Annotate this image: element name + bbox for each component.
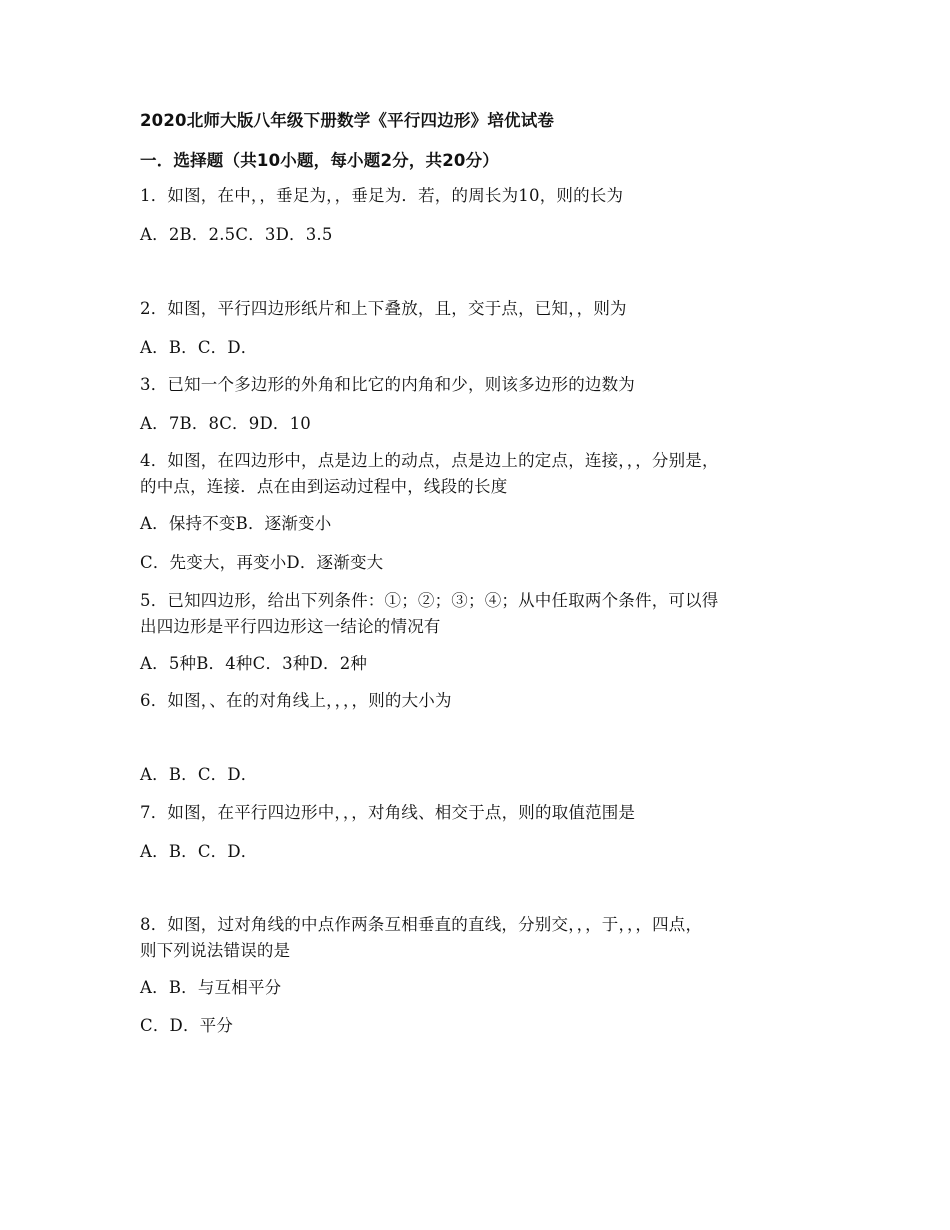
document-title: 2020北师大版八年级下册数学《平行四边形》培优试卷 xyxy=(140,111,555,130)
question-2-options: A．B．C．D． xyxy=(140,338,258,357)
question-5-options: A．5种B．4种C．3种D．2种 xyxy=(140,654,368,673)
question-7-options: A．B．C．D． xyxy=(140,842,258,861)
question-4-stem-continued: 的中点，连接．点在由到运动过程中，线段的长度 xyxy=(140,477,508,496)
question-1-options: A．2B．2.5C．3D．3.5 xyxy=(140,225,333,244)
section-heading: 一．选择题（共10小题，每小题2分，共20分） xyxy=(140,151,500,170)
question-1-stem: 1．如图，在中，，垂足为，，垂足为．若，的周长为10，则的长为 xyxy=(140,186,624,205)
question-4-options-row-2: C．先变大，再变小D．逐渐变大 xyxy=(140,553,384,572)
question-8-options-row-2: C．D．平分 xyxy=(140,1016,234,1035)
question-8-options-row-1: A．B．与互相平分 xyxy=(140,978,282,997)
question-6-options: A．B．C．D． xyxy=(140,765,258,784)
question-5-stem-continued: 出四边形是平行四边形这一结论的情况有 xyxy=(140,617,441,636)
question-8-stem: 8．如图，过对角线的中点作两条互相垂直的直线，分别交，，，于，，，四点， xyxy=(140,915,703,934)
question-5-stem: 5．已知四边形，给出下列条件：①；②；③；④；从中任取两个条件，可以得 xyxy=(140,591,719,610)
question-2-stem: 2．如图，平行四边形纸片和上下叠放，且，交于点，已知，，则为 xyxy=(140,299,627,318)
question-3-stem: 3．已知一个多边形的外角和比它的内角和少，则该多边形的边数为 xyxy=(140,375,635,394)
question-4-stem: 4．如图，在四边形中，点是边上的动点，点是边上的定点，连接，，，分别是， xyxy=(140,451,719,470)
question-7-stem: 7．如图，在平行四边形中，，，对角线、相交于点，则的取值范围是 xyxy=(140,803,636,822)
question-6-stem: 6．如图，、在的对角线上，，，，则的大小为 xyxy=(140,691,452,710)
question-4-options-row-1: A．保持不变B．逐渐变小 xyxy=(140,514,332,533)
question-8-stem-continued: 则下列说法错误的是 xyxy=(140,941,291,960)
question-3-options: A．7B．8C．9D．10 xyxy=(140,414,311,433)
